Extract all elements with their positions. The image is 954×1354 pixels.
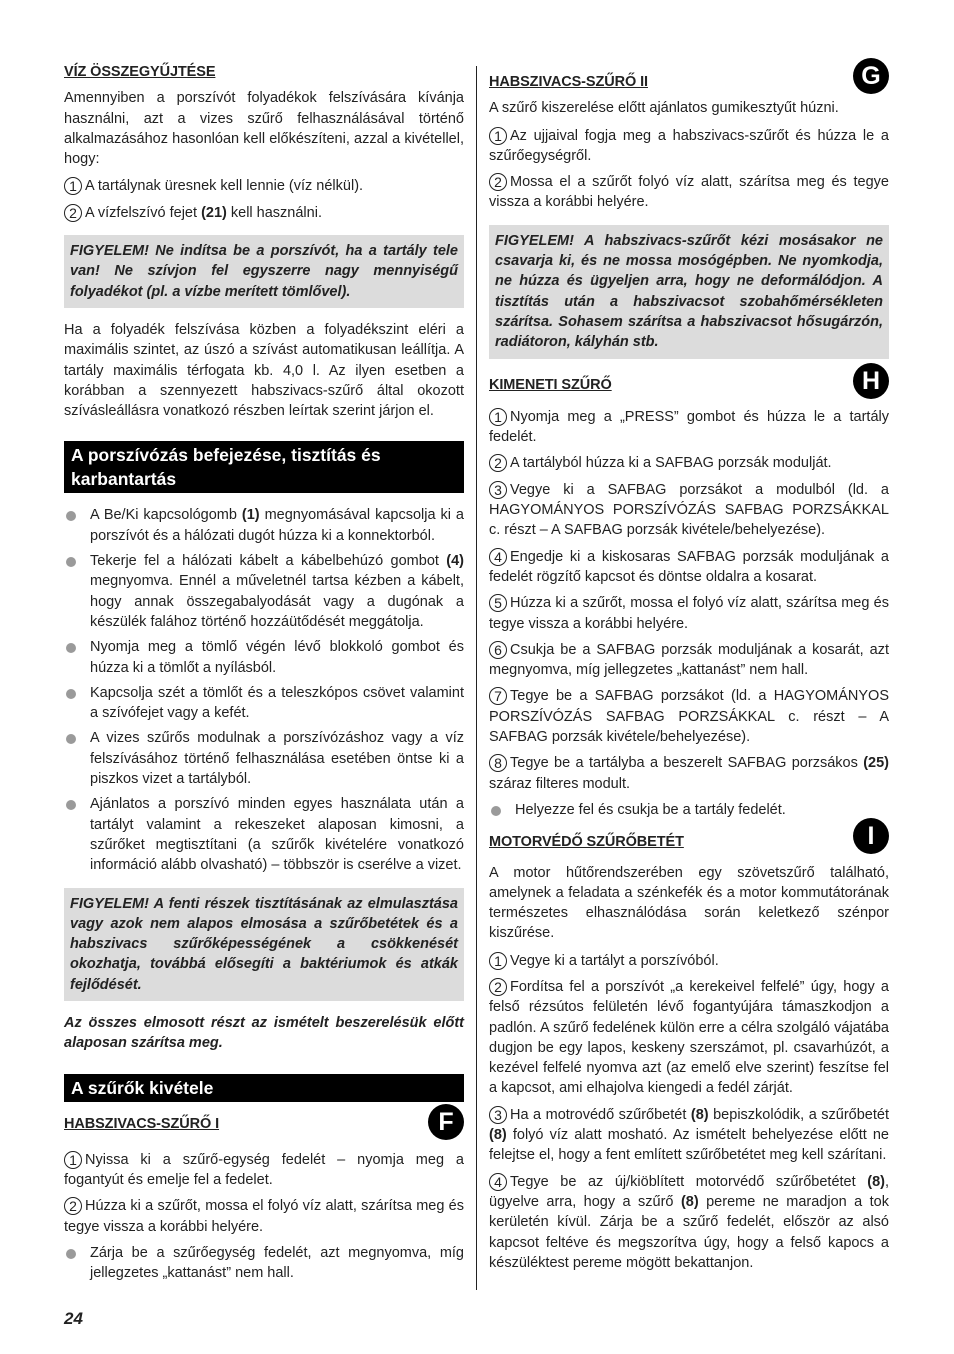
kimeneti-step-6	[489, 640, 889, 681]
step-text: Nyomja meg a „PRESS” gombot és húzza le a tartály fedelét.	[489, 408, 889, 446]
kimeneti-step-2	[489, 453, 889, 473]
step-text: , ügyelve arra, hogy a szűrő	[489, 1173, 889, 1210]
drying-note: Az összes elmosott részt az ismételt beszerelésük előtt alaposan szárítsa meg.	[64, 1014, 464, 1052]
part-reference: (8)	[690, 1106, 709, 1123]
hab2-intro: A szűrő kiszerelése előtt ajánlatos gumikesztyűt húzni.	[489, 100, 839, 117]
list-item: Tekerje fel a hálózati kábelt a kábelbehúzó gombot (4) megnyomva. Ennél a műveletnél tartsa kézben a kábelt, hogy annak összegabalyodását vagy a dugónak a készülék falához történő hozzáütődését meggátolja.	[64, 551, 464, 632]
list-item: A vizes szűrős modulnak a porszívózáshoz vagy a víz felszívásához történő felhasználása esetében öntse ki a piszkos vizet a tartályból.	[64, 728, 464, 789]
section-title-cleaning: A porszívózás befejezése, tisztítás és karbantartás	[64, 441, 464, 493]
step-text: száraz filteres modult.	[489, 775, 631, 792]
step-text: Az ujjaival fogja meg a habszivacs-szűrőt és húzza le a szűrőegységről.	[489, 127, 889, 164]
hab1-bullet-list	[64, 1243, 464, 1284]
step-text: Tegye be a tartályba a beszerelt SAFBAG porzsákos	[510, 755, 864, 772]
column-divider	[476, 66, 477, 1290]
part-reference: (25)	[863, 755, 889, 772]
step-number: 6	[489, 641, 507, 659]
cleaning-bullet-list	[64, 505, 464, 875]
kimeneti-step-7	[489, 686, 889, 747]
list-item: Kapcsolja szét a tömlőt és a teleszkópos csövet valamint a szívófejet vagy a kefét.	[64, 683, 464, 724]
step-text: Mossa el a szűrőt folyó víz alatt, szárítsa meg és tegye vissza a korábbi helyére.	[489, 174, 889, 211]
step-number: 3	[489, 481, 507, 499]
step-number: 1	[489, 408, 507, 426]
figure-badge-h: H	[853, 363, 889, 399]
part-reference: (8)	[867, 1173, 885, 1190]
step-text: A vízfelszívó fejet	[85, 204, 202, 221]
warning-box-hab2: FIGYELEM! A habszivacs-szűrőt kézi mosásakor ne csavarja ki, és ne mossa mosógépben. Ne nyomkodja, ne húzza és ügyeljen arra, hogy ne deformálódjon. A tisztítás után a habszivacsot szobahőmérsékleten szárítsa. Sohasem szárítsa a habszivacsot hősugárzón, radiátoron, kályhán stb.	[489, 225, 889, 359]
part-reference: (8)	[680, 1193, 699, 1210]
step-number: 2	[64, 204, 82, 222]
step-number: 3	[489, 1106, 507, 1124]
step-text: Vegye ki a tartályt a porszívóból.	[510, 952, 719, 969]
step-number: 1	[64, 1151, 82, 1169]
hab2-step-1	[489, 126, 889, 167]
part-reference: (8)	[489, 1127, 507, 1144]
hab1-heading-row	[64, 1107, 464, 1136]
kimeneti-step-5	[489, 593, 889, 634]
kimeneti-step-3	[489, 480, 889, 541]
section-title-filter-removal: A szűrők kivétele	[64, 1074, 464, 1102]
page-number: 24	[64, 1309, 83, 1328]
step-text: Ha a motrovédő szűrőbetét	[510, 1106, 691, 1123]
step-text: pereme ne maradjon a tok kerületén kívül. Zárja be a szűrő fedelét, először az alsó kapcsot feltéve és megszorítva úgy, hogy a felső kapocs a készüléktest pereme mögött bekattanjon.	[489, 1193, 889, 1271]
right-column	[489, 62, 889, 1279]
step-text: Nyissa ki a szűrő-egység fedelét – nyomja meg a fogantyút és emelje fel a fedelet.	[64, 1151, 464, 1189]
kimeneti-heading-row	[489, 366, 889, 395]
step-text: kell használni.	[226, 204, 322, 221]
viz-step-2	[64, 203, 464, 223]
figure-badge-g: G	[853, 58, 889, 94]
figure-badge-f: F	[428, 1104, 464, 1140]
list-item: A Be/Ki kapcsológomb (1) megnyomásával kapcsolja ki a porszívót és a hálózati dugót húzza ki a konnektorból.	[64, 505, 464, 546]
step-number: 2	[489, 454, 507, 472]
step-text: Húzza ki a szűrőt, mossa el folyó víz alatt, szárítsa meg és tegye vissza a korábbi helyére.	[489, 595, 889, 632]
hab2-heading-row	[489, 62, 889, 92]
step-number: 2	[489, 978, 507, 996]
section-heading-hab1: HABSZIVACS-SZŰRŐ I	[64, 1115, 220, 1132]
motor-step-1	[489, 951, 889, 971]
step-number: 2	[489, 173, 507, 191]
part-reference: (21)	[201, 204, 227, 221]
step-number: 7	[489, 687, 507, 705]
list-item: Ajánlatos a porszívó minden egyes használata után a tartályt valamint a rekeszeket alaposan kimosni, a szűrőket megtisztítani (a szűrők kivételére vonatkozó információ alább olvasható) – többször is cserélve a vizet.	[64, 794, 464, 875]
motor-step-4	[489, 1172, 889, 1273]
step-text: Tegye be a SAFBAG porzsákot (ld. a HAGYOMÁNYOS PORSZÍVÓZÁS SAFBAG PORZSÁKKAL c. részt – A SAFBAG porzsák kivétele/behelyezése).	[489, 688, 889, 746]
hab1-step-1	[64, 1150, 464, 1191]
step-number: 4	[489, 548, 507, 566]
list-item: Nyomja meg a tömlő végén lévő blokkoló gombot és húzza ki a tömlőt a nyílásból.	[64, 637, 464, 678]
list-item: Zárja be a szűrőegység fedelét, azt megnyomva, míg jellegzetes „kattanást” nem hall.	[64, 1243, 464, 1284]
step-number: 4	[489, 1173, 507, 1191]
step-number: 5	[489, 594, 507, 612]
step-text: Csukja be a SAFBAG porzsák moduljának a kosarát, azt megnyomva, míg jellegzetes „kattanást” nem hall.	[489, 641, 889, 679]
step-text: Fordítsa fel a porszívót „a kerekeivel felfelé” úgy, hogy a felső rézsútos felületén lévő fogantyújára támaszkodjon a padlón. A szűrő fedelének külön erre a célra szolgáló vájatába dugjon be egy lapos, keskeny szerszámot, pl. csavarhúzót, a kezével felfelé nyomva azt (az emelő elve szerint) feszítse fel a kapcsot, ami elhajolva kiengedi a fedél zárját.	[489, 978, 889, 1097]
step-number: 1	[489, 952, 507, 970]
step-number: 1	[64, 177, 82, 195]
section-heading-kimeneti: KIMENETI SZŰRŐ	[489, 376, 612, 393]
step-text: folyó víz alatt mosható. Az ismételt behelyezése előtt ne felejtse el, hogy a fent említett szűrőbetétet meg kell szárítani.	[489, 1127, 889, 1164]
viz-paragraph: Ha a folyadék felszívása közben a folyadékszint eléri a maximális szintet, az úszó a szívást automatikusan leállítja. A tartály maximális térfogata kb. 4,0 l. Az ilyen esetben a korábban a szennyezett habszivacs-szűrő által okozott szívásleállásra vonatkozó részben leírtak szerint járjon el.	[64, 321, 464, 420]
kimeneti-step-1	[489, 407, 889, 448]
list-item: Helyezze fel és csukja be a tartály fedelét.	[489, 800, 889, 820]
left-column	[64, 62, 464, 1291]
section-heading-hab2: HABSZIVACS-SZŰRŐ II	[489, 74, 648, 90]
motor-step-3	[489, 1105, 889, 1166]
step-text: bepiszkolódik, a szűrőbetét	[708, 1106, 889, 1123]
warning-box-viz: FIGYELEM! Ne indítsa be a porszívót, ha a tartály tele van! Ne szívjon fel egyszerre nagy mennyiségű folyadékot (pl. a vízbe merített tömlővel).	[64, 235, 464, 308]
warning-box-cleaning: FIGYELEM! A fenti részek tisztításának az elmulasztása vagy azok nem alapos elmosása a szűrőbetétek és a habszivacs szűrőképességének a csökkenését okozhatja, továbbá elősegíti a baktériumok és atkák fejlődését.	[64, 888, 464, 1001]
step-text: Tegye be az új/kiöblített motorvédő szűrőbetétet	[510, 1173, 868, 1190]
motor-step-2	[489, 977, 889, 1099]
motor-heading-row	[489, 822, 889, 852]
viz-intro: Amennyiben a porszívót folyadékok felszívására kívánja használni, azt a vizes szűrő felhasználásával történő alkalmazásához hasonlóan kell előkészíteni, azzal a kivétellel, hogy:	[64, 90, 464, 168]
motor-intro: A motor hűtőrendszerében egy szövetszűrő található, amelynek a feladata a szénkefék és a motor kommutátorának természetes elhasználódása során keletkező szénpor kiszűrése.	[489, 864, 889, 942]
step-text: A tartálynak üresnek kell lennie (víz nélkül).	[85, 178, 364, 195]
figure-badge-i: I	[853, 818, 889, 854]
step-number: 1	[489, 127, 507, 145]
step-text: Húzza ki a szűrőt, mossa el folyó víz alatt, szárítsa meg és tegye vissza a korábbi helyére.	[64, 1198, 464, 1235]
step-text: Vegye ki a SAFBAG porzsákot a modulból (ld. a HAGYOMÁNYOS PORSZÍVÓZÁS SAFBAG PORZSÁKKAL c. részt – A SAFBAG porzsák kivétele/behelyezése).	[489, 481, 889, 539]
section-heading-viz: VÍZ ÖSSZEGYŰJTÉSE	[64, 64, 216, 80]
viz-step-1	[64, 176, 464, 196]
hab2-step-2	[489, 172, 889, 213]
kimeneti-step-4	[489, 547, 889, 588]
hab1-step-2	[64, 1196, 464, 1237]
section-heading-motor: MOTORVÉDŐ SZŰRŐBETÉT	[489, 834, 684, 851]
step-text: Engedje ki a kiskosaras SAFBAG porzsák moduljának a fedelét rögzítő kapcsot és döntse oldalra a kosarat.	[489, 548, 889, 585]
kimeneti-step-8	[489, 753, 889, 794]
step-number: 2	[64, 1197, 82, 1215]
step-text: A tartályból húzza ki a SAFBAG porzsák modulját.	[510, 455, 832, 472]
kimeneti-bullet-list	[489, 800, 889, 820]
step-number: 8	[489, 754, 507, 772]
